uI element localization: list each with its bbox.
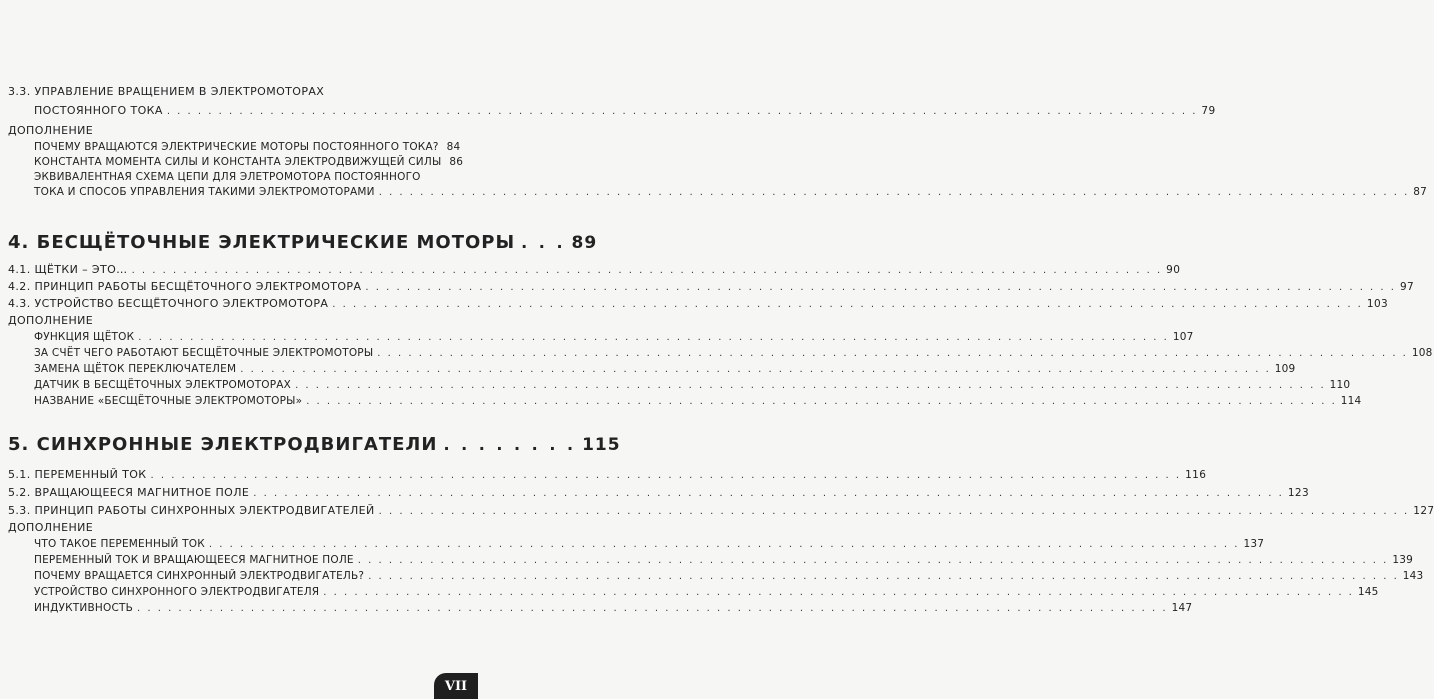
- toc-sub-entry: [34, 347, 1433, 359]
- leader-dots: [521, 233, 565, 252]
- toc-entry-page: 79: [1201, 105, 1216, 117]
- toc-entry-page: 103: [1366, 298, 1389, 310]
- toc-entry-page: 86: [449, 156, 464, 168]
- toc-entry-page: 139: [1392, 554, 1414, 566]
- toc-entry: [8, 263, 1181, 276]
- leader-dots: [365, 282, 1396, 293]
- toc-sub-entry-line2: [34, 186, 1428, 198]
- toc-entry-text: ПОЧЕМУ ВРАЩАЕТСЯ СИНХРОННЫЙ ЭЛЕКТРОДВИГАТЕЛЬ?: [34, 570, 365, 582]
- toc-entry-page: 87: [1413, 186, 1428, 198]
- toc-entry-3-3-line1: 3.3. УПРАВЛЕНИЕ ВРАЩЕНИЕМ В ЭЛЕКТРОМОТОРАХ: [8, 85, 325, 98]
- toc-sub-entry: [34, 331, 1194, 343]
- toc-entry-text: 5.3. ПРИНЦИП РАБОТЫ СИНХРОННЫХ ЭЛЕКТРОДВИГАТЕЛЕЙ: [8, 504, 375, 517]
- toc-entry-text: 4.3. УСТРОЙСТВО БЕСЩЁТОЧНОГО ЭЛЕКТРОМОТОРА: [8, 297, 329, 310]
- toc-entry-text: 4.2. ПРИНЦИП РАБОТЫ БЕСЩЁТОЧНОГО ЭЛЕКТРОМОТОРА: [8, 280, 362, 293]
- chapter-page: 89: [571, 233, 598, 253]
- toc-entry: [8, 297, 1389, 310]
- toc-entry-page: 110: [1329, 379, 1351, 391]
- toc-entry-page: 114: [1340, 395, 1362, 407]
- supplement-label: ДОПОЛНЕНИЕ: [8, 124, 94, 137]
- toc-entry-text: ИНДУКТИВНОСТЬ: [34, 602, 133, 614]
- supplement-label: ДОПОЛНЕНИЕ: [8, 314, 94, 327]
- leader-dots: [138, 332, 1169, 343]
- toc-entry-page: 145: [1357, 586, 1379, 598]
- toc-entry-page: 116: [1185, 469, 1207, 481]
- toc-entry-text: ЗАМЕНА ЩЁТОК ПЕРЕКЛЮЧАТЕЛЕМ: [34, 363, 237, 375]
- toc-entry-text: 4.1. ЩЁТКИ – ЭТО…: [8, 263, 128, 276]
- toc-entry-page: 147: [1171, 602, 1193, 614]
- toc-entry-text: ПЕРЕМЕННЫЙ ТОК И ВРАЩАЮЩЕЕСЯ МАГНИТНОЕ ПОЛЕ: [34, 554, 354, 566]
- toc-entry-page: 109: [1274, 363, 1296, 375]
- toc-entry-text: ДАТЧИК В БЕСЩЁТОЧНЫХ ЭЛЕКТРОМОТОРАХ: [34, 379, 292, 391]
- toc-entry-page: 84: [446, 141, 461, 153]
- toc-entry-text: ПОЧЕМУ ВРАЩАЮТСЯ ЭЛЕКТРИЧЕСКИЕ МОТОРЫ ПОСТОЯННОГО ТОКА?: [34, 141, 439, 153]
- toc-entry-page: 108: [1411, 347, 1433, 359]
- toc-sub-entry: [34, 554, 1414, 566]
- toc-entry-page: 123: [1287, 487, 1310, 499]
- toc-entry: [8, 504, 1434, 517]
- toc-entry-page: 143: [1402, 570, 1424, 582]
- toc-entry: [8, 280, 1415, 293]
- leader-dots: [295, 380, 1326, 391]
- toc-entry-text: 5.2. ВРАЩАЮЩЕЕСЯ МАГНИТНОЕ ПОЛЕ: [8, 486, 250, 499]
- toc-entry: [8, 468, 1207, 481]
- toc-entry-text: ЗА СЧЁТ ЧЕГО РАБОТАЮТ БЕСЩЁТОЧНЫЕ ЭЛЕКТРОМОТОРЫ: [34, 347, 374, 359]
- toc-entry-text: УСТРОЙСТВО СИНХРОННОГО ЭЛЕКТРОДВИГАТЕЛЯ: [34, 586, 320, 598]
- leader-dots: [132, 265, 1163, 276]
- toc-entry: [8, 486, 1310, 499]
- toc-entry-text: ФУНКЦИЯ ЩЁТОК: [34, 331, 135, 343]
- toc-sub-entry: [34, 395, 1362, 407]
- leader-dots: [358, 555, 1389, 566]
- toc-sub-entry-line1: ЭКВИВАЛЕНТНАЯ СХЕМА ЦЕПИ ДЛЯ ЭЛЕТРОМОТОРА ПОСТОЯННОГО: [34, 171, 421, 183]
- chapter-title: 4. БЕСЩЁТОЧНЫЕ ЭЛЕКТРИЧЕСКИЕ МОТОРЫ: [8, 232, 516, 253]
- page-number-tab: VII: [434, 673, 478, 699]
- chapter-5-heading: [8, 434, 621, 455]
- chapter-title: 5. СИНХРОННЫЕ ЭЛЕКТРОДВИГАТЕЛИ: [8, 434, 438, 455]
- toc-entry-page: 90: [1166, 264, 1181, 276]
- leader-dots: [379, 187, 1410, 198]
- supplement-label: ДОПОЛНЕНИЕ: [8, 521, 94, 534]
- leader-dots: [377, 348, 1408, 359]
- leader-dots: [167, 106, 1198, 117]
- leader-dots: [323, 587, 1354, 598]
- toc-sub-entry: [34, 156, 464, 168]
- toc-sub-entry: [34, 141, 461, 153]
- toc-entry-text: ТОКА И СПОСОБ УПРАВЛЕНИЯ ТАКИМИ ЭЛЕКТРОМОТОРАМИ: [34, 186, 375, 198]
- leader-dots: [306, 396, 1337, 407]
- chapter-page: 115: [582, 435, 621, 455]
- leader-dots: [137, 603, 1168, 614]
- toc-entry-page: 127: [1413, 505, 1434, 517]
- toc-sub-entry: [34, 379, 1351, 391]
- leader-dots: [368, 571, 1399, 582]
- leader-dots: [240, 364, 1271, 375]
- toc-entry-text: НАЗВАНИЕ «БЕСЩЁТОЧНЫЕ ЭЛЕКТРОМОТОРЫ»: [34, 395, 303, 407]
- toc-entry-text: КОНСТАНТА МОМЕНТА СИЛЫ И КОНСТАНТА ЭЛЕКТРОДВИЖУЩЕЙ СИЛЫ: [34, 156, 442, 168]
- toc-sub-entry: [34, 538, 1265, 550]
- toc-entry-page: 97: [1399, 281, 1415, 293]
- toc-sub-entry: [34, 570, 1424, 582]
- toc-entry-text: ПОСТОЯННОГО ТОКА: [34, 104, 163, 117]
- toc-sub-entry: [34, 586, 1379, 598]
- toc-entry-page: 107: [1172, 331, 1194, 343]
- toc-sub-entry: [34, 363, 1296, 375]
- toc-entry-text: ЧТО ТАКОЕ ПЕРЕМЕННЫЙ ТОК: [34, 538, 205, 550]
- chapter-4-heading: [8, 232, 597, 253]
- leader-dots: [253, 488, 1284, 499]
- leader-dots: [379, 506, 1410, 517]
- leader-dots: [332, 299, 1363, 310]
- leader-dots: [151, 470, 1182, 481]
- toc-sub-entry: [34, 602, 1193, 614]
- toc-entry-page: 137: [1243, 538, 1265, 550]
- toc-entry-3-3-line2: [34, 104, 1216, 117]
- leader-dots: [209, 539, 1240, 550]
- leader-dots: [443, 435, 576, 454]
- toc-entry-text: 5.1. ПЕРЕМЕННЫЙ ТОК: [8, 468, 147, 481]
